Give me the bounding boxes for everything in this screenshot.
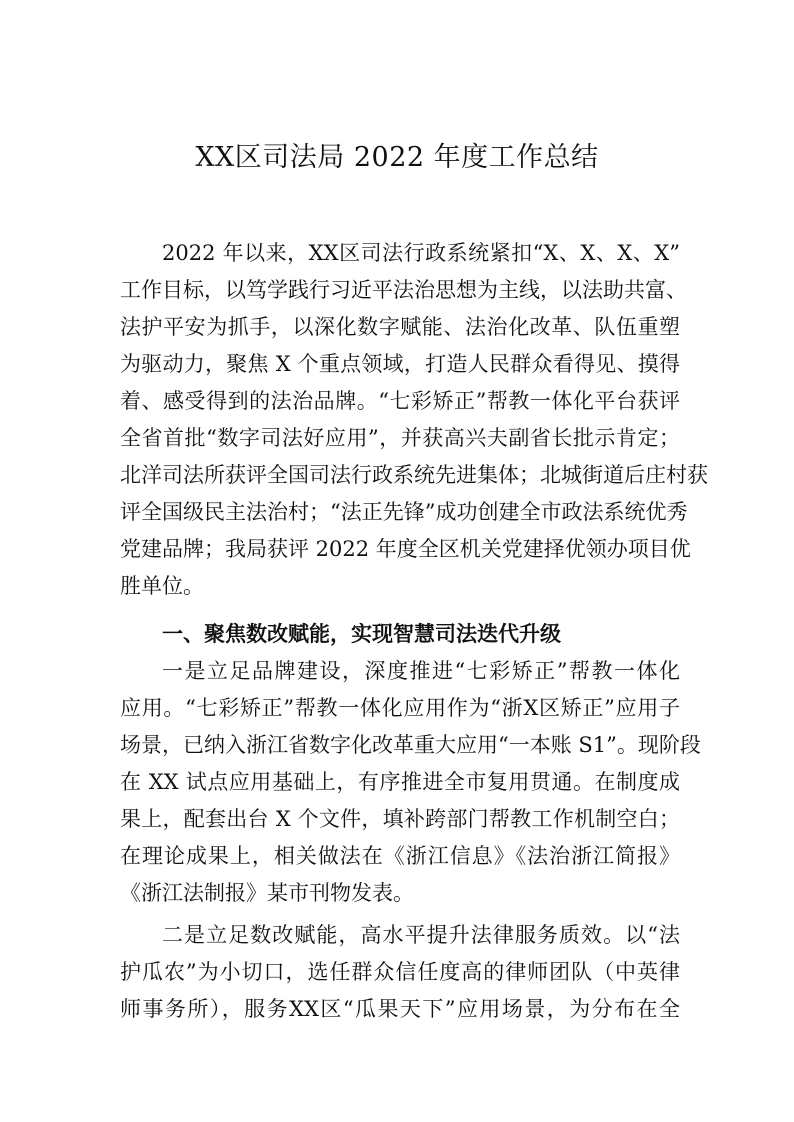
paragraph-2-line: 《浙江法制报》某市刊物发表。	[120, 881, 414, 905]
paragraph-2-line: 在 XX 试点应用基础上，有序推进全市复用贯通。在制度成	[120, 770, 680, 794]
paragraph-1-line: 工作目标，以笃学践行习近平法治思想为主线，以法助共富、	[120, 278, 687, 302]
paragraph-1-line: 评全国级民主法治村；“法正先锋”成功创建全市政法系统优秀	[120, 500, 688, 524]
paragraph-1-line: 全省首批“数字司法好应用”，并获高兴夫副省长批示肯定；	[120, 426, 680, 450]
paragraph-3-line: 二是立足数改赋能，高水平提升法律服务质效。以“法	[162, 923, 680, 947]
paragraph-1-line: 法护平安为抓手，以深化数字赋能、法治化改革、队伍重塑	[120, 315, 680, 339]
paragraph-2-line: 一是立足品牌建设，深度推进“七彩矫正”帮教一体化	[162, 659, 680, 683]
paragraph-2-line: 果上，配套出台 X 个文件，填补跨部门帮教工作机制空白；	[120, 807, 680, 831]
paragraph-1-line: 北洋司法所获评全国司法行政系统先进集体；北城街道后庄村获	[120, 463, 708, 487]
paragraph-2-line: 应用。“七彩矫正”帮教一体化应用作为“浙X区矫正”应用子	[120, 696, 680, 720]
paragraph-3-line: 护瓜农”为小切口，选任群众信任度高的律师团队（中英律	[120, 960, 680, 984]
document-title: XX区司法局 2022 年度工作总结	[195, 142, 599, 173]
paragraph-1-line: 胜单位。	[120, 574, 204, 598]
paragraph-2-line: 场景，已纳入浙江省数字化改革重大应用“一本账 S1”。现阶段	[120, 733, 701, 757]
paragraph-2-line: 在理论成果上，相关做法在《浙江信息》《法治浙江简报》	[120, 844, 680, 868]
paragraph-1-line: 2022 年以来，XX区司法行政系统紧扣“X、X、X、X”	[162, 241, 680, 265]
paragraph-1-line: 党建品牌；我局获评 2022 年度全区机关党建择优领办项目优	[120, 537, 691, 561]
paragraph-1-line: 着、感受得到的法治品牌。“七彩矫正”帮教一体化平台获评	[120, 389, 680, 413]
section-heading: 一、聚焦数改赋能，实现智慧司法迭代升级	[162, 622, 561, 646]
paragraph-3-line: 师事务所），服务XX区“瓜果天下”应用场景，为分布在全	[120, 997, 680, 1021]
paragraph-1-line: 为驱动力，聚焦 X 个重点领域，打造人民群众看得见、摸得	[120, 352, 680, 376]
